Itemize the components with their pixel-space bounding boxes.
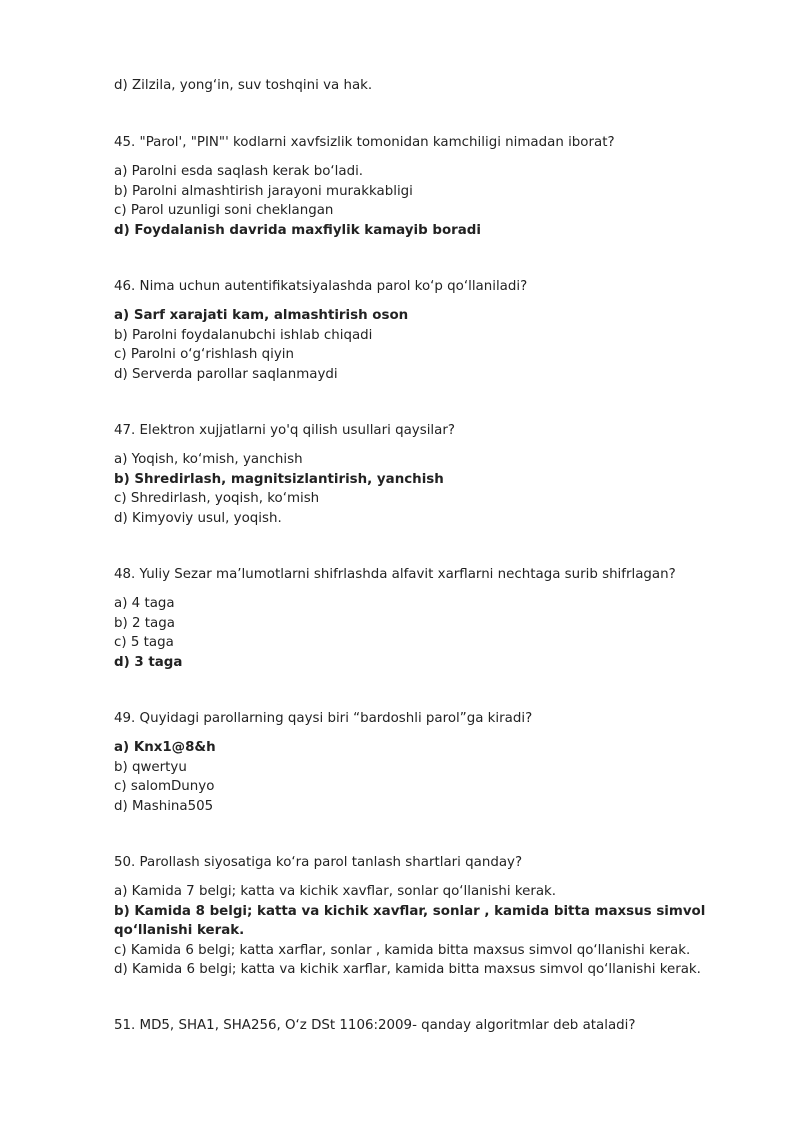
- question-text: 48. Yuliy Sezar ma’lumotlarni shifrlashda alfavit xarflarni nechtaga surib shifrlagan?: [114, 567, 676, 582]
- option-b-correct: b) Kamida 8 belgi; katta va kichik xavflar, sonlar , kamida bitta maxsus simvol qo‘llanishi kerak.: [114, 903, 706, 938]
- question-block-46: [114, 277, 754, 384]
- option-a: a) Parolni esda saqlash kerak bo‘ladi.: [114, 164, 364, 179]
- next-question-line: 51. MD5, SHA1, SHA256, O‘z DSt 1106:2009- qanday algoritmlar deb ataladi?: [114, 1018, 636, 1033]
- question-text: 46. Nima uchun autentifikatsiyalashda parol ko‘p qo‘llaniladi?: [114, 279, 528, 294]
- option-b: b) Parolni foydalanubchi ishlab chiqadi: [114, 327, 373, 343]
- option-b: b) Parolni almashtirish jarayoni murakkabligi: [114, 183, 413, 199]
- option-d: d) Serverda parollar saqlanmaydi: [114, 366, 338, 382]
- option-b-correct: b) Shredirlash, magnitsizlantirish, yanchish: [114, 471, 444, 487]
- question-text: 47. Elektron xujjatlarni yo'q qilish usullari qaysilar?: [114, 423, 455, 438]
- option-list: [114, 162, 754, 240]
- question-block-49: [114, 709, 754, 816]
- option-a: a) 4 taga: [114, 596, 175, 611]
- option-a-correct: a) Knx1@8&h: [114, 740, 216, 755]
- option-d: d) Mashina505: [114, 798, 214, 814]
- option-list: [114, 306, 754, 384]
- option-a: a) Yoqish, ko‘mish, yanchish: [114, 452, 303, 467]
- option-list: [114, 450, 754, 528]
- option-c: c) salomDunyo: [114, 779, 215, 794]
- question-block-47: [114, 421, 754, 528]
- question-block-48: [114, 565, 754, 672]
- option-c: c) 5 taga: [114, 635, 174, 650]
- question-block-45: [114, 133, 754, 240]
- option-d: d) Kamida 6 belgi; katta va kichik xarflar, kamida bitta maxsus simvol qo‘llanishi kerak.: [114, 962, 701, 977]
- option-b: b) 2 taga: [114, 615, 175, 631]
- option-list: [114, 738, 754, 816]
- question-block-50: [114, 853, 754, 980]
- option-c: c) Kamida 6 belgi; katta xarflar, sonlar , kamida bitta maxsus simvol qo‘llanishi kerak.: [114, 942, 691, 958]
- option-b: b) qwertyu: [114, 759, 187, 775]
- option-a-correct: a) Sarf xarajati kam, almashtirish oson: [114, 308, 409, 323]
- question-text: 49. Quyidagi parollarning qaysi biri “bardoshli parol”ga kiradi?: [114, 711, 533, 726]
- previous-answer-line: d) Zilzila, yong‘in, suv toshqini va hak.: [114, 78, 373, 93]
- question-text: 50. Parollash siyosatiga ko‘ra parol tanlash shartlari qanday?: [114, 855, 523, 870]
- option-a: a) Kamida 7 belgi; katta va kichik xavflar, sonlar qo‘llanishi kerak.: [114, 884, 557, 899]
- option-c: c) Parol uzunligi soni cheklangan: [114, 203, 334, 218]
- option-d: d) Kimyoviy usul, yoqish.: [114, 510, 282, 526]
- question-text: 45. "Parol', "PIN"' kodlarni xavfsizlik tomonidan kamchiligi nimadan iborat?: [114, 135, 615, 150]
- option-d-correct: d) Foydalanish davrida maxfiylik kamayib boradi: [114, 222, 481, 238]
- option-list: [114, 882, 754, 980]
- option-list: [114, 594, 754, 672]
- option-d-correct: d) 3 taga: [114, 654, 183, 670]
- option-c: c) Shredirlash, yoqish, ko‘mish: [114, 491, 320, 506]
- option-c: c) Parolni o‘g‘rishlash qiyin: [114, 347, 295, 362]
